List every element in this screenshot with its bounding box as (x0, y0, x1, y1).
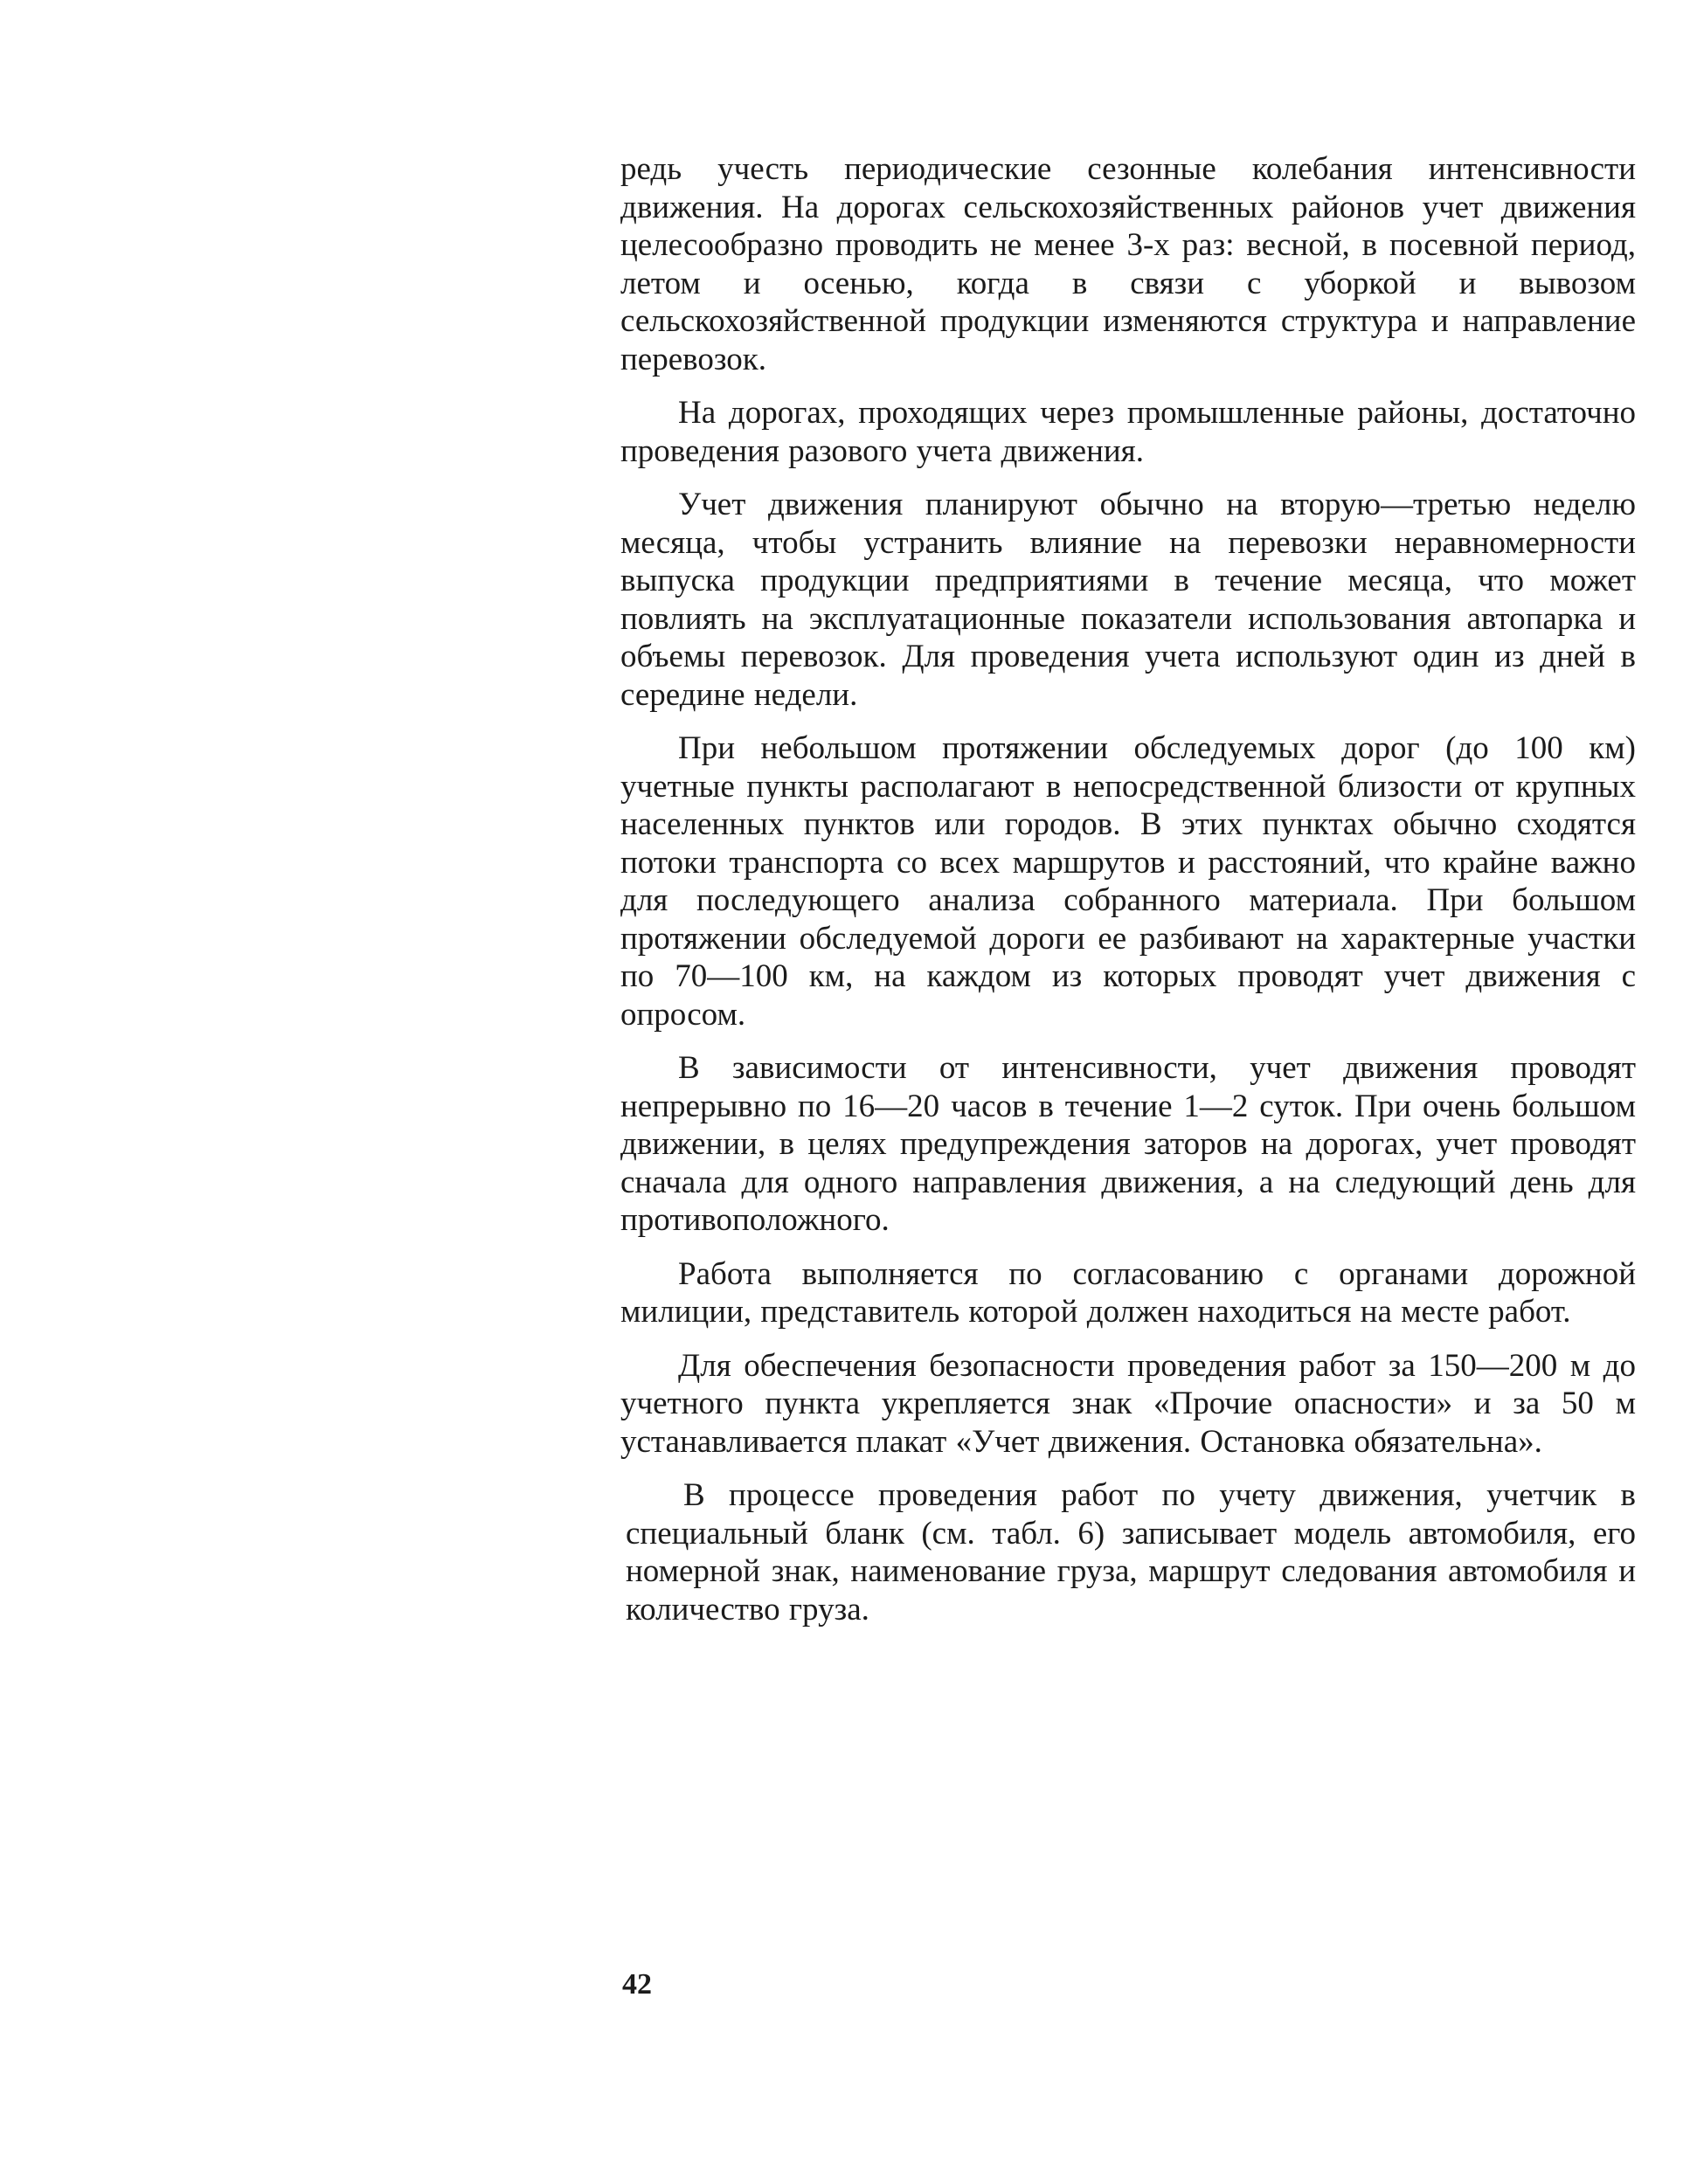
body-text (620, 150, 1636, 1644)
paragraph-industrial-roads: На дорогах, проходящих через промышленные районы, достаточно проведения разового учета движения. (620, 395, 1636, 469)
paragraph-safety-signs: Для обеспечения безопасности проведения работ за 150—200 м до учетного пункта укрепляется знак «Прочие опасности» и за 50 м устанавливается плакат «Учет движения. Остановка обязательна». (620, 1347, 1636, 1460)
paragraph-police-coordination: Работа выполняется по согласованию с органами дорожной милиции, представитель которой должен находиться на месте работ. (620, 1255, 1636, 1330)
paragraph-planning-week: Учет движения планируют обычно на вторую—третью неделю месяца, чтобы устранить влияние на перевозки неравномерности выпуска продукции предприятиями в течение месяца, что может повлиять на эксплуатационные показатели использования автопарка и объемы перевозок. Для проведения учета используют один из дней в середине недели. (620, 487, 1636, 713)
page-number: 42 (622, 1968, 652, 2001)
paragraph-counting-points: При небольшом протяжении обследуемых дорог (до 100 км) учетные пункты располагают в непосредственной близости от крупных населенных пунктов или городов. В этих пунктах обычно сходятся потоки транспорта со всех маршрутов и расстояний, что крайне важно для последующего анализа собранного материала. При большом протяжении обследуемой дороги ее разбивают на характерные участки по 70—100 км, на каждом из которых проводят учет движения с опросом. (620, 730, 1636, 1033)
paragraph-duration: В зависимости от интенсивности, учет движения проводят непрерывно по 16—20 часов в течение 1—2 суток. При очень большом движении, в целях предупреждения заторов на дорогах, учет проводят сначала для одного направления движения, а на следующий день для противоположного. (620, 1050, 1636, 1238)
paragraph-seasonal-fluctuations: редь учесть периодические сезонные колебания интенсивности движения. На дорогах сельскохозяйственных районов учет движения целесообразно проводить не менее 3-х раз: весной, в посевной период, летом и осенью, когда в связи с уборкой и вывозом сельскохозяйственной продукции изменяются структура и направление перевозок. (620, 151, 1636, 377)
paragraph-recording-form: В процессе проведения работ по учету движения, учетчик в специальный бланк (см. табл. 6) записывает модель автомобиля, его номерной знак, наименование груза, маршрут следования автомобиля и количество груза. (626, 1477, 1636, 1628)
